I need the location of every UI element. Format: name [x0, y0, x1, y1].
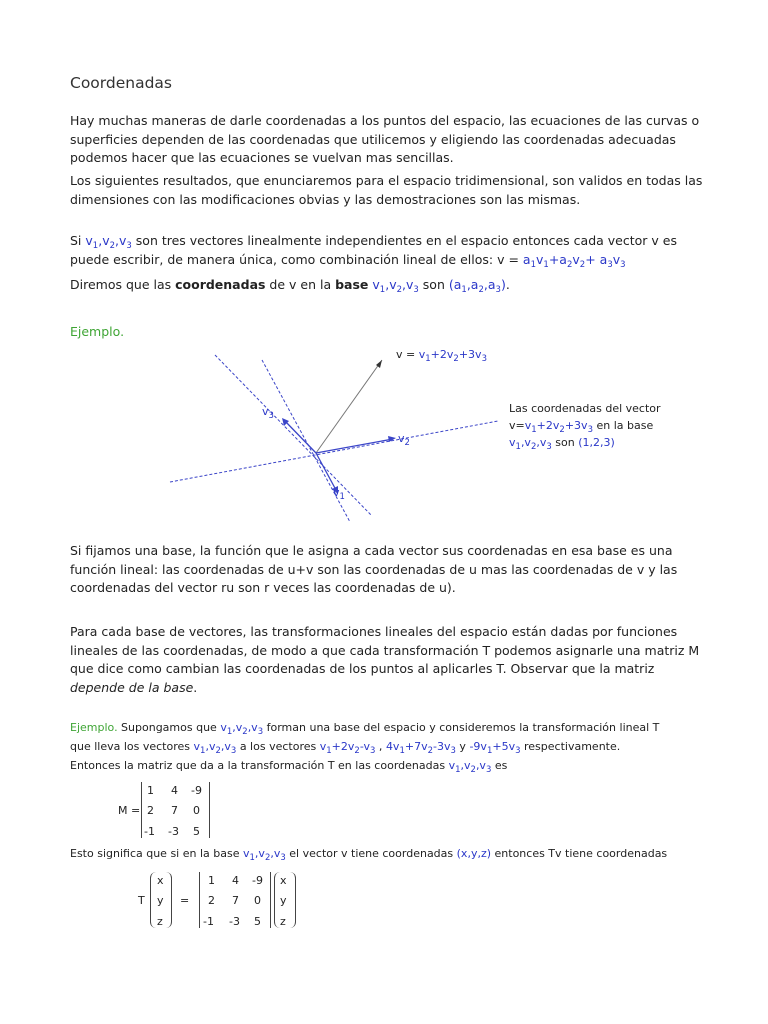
v2-label: $v_2$ [398, 432, 410, 448]
vector-figure [150, 340, 510, 530]
transform-equation: T x y z = 1 4 -9 2 7 0 -1 -3 5 x y z [136, 870, 306, 932]
vector-v-line [316, 360, 382, 453]
vectors-v1-v2-v3: $v_1,v_2,v_3$ [372, 277, 419, 295]
matrix-M: M = 1 4 -9 2 7 0 -1 -3 5 [118, 780, 218, 842]
paragraph-linear-combination: Si $v_1,v_2,v_3$ son tres vectores linealmente independientes en el espacio entonces cada vector v es puede escribir, de manera única, como combinación lineal de ellos: $v = a_1v_1+a_2v_2+ a_3v_3$ [70, 233, 677, 270]
axis-v2-line [170, 421, 498, 482]
linear-combination-expr: $a_1v_1+a_2v_2+ a_3v_3$ [522, 251, 626, 270]
page-title: Coordenadas [70, 74, 172, 92]
paragraph-linear-function: Si fijamos una base, la función que le asigna a cada vector sus coordenadas en esa base es una función lineal: las coordenadas de u+v son las coordenadas de u mas las coordenadas de v y las coordenadas del vector ru son r veces las coordenadas de u). [70, 543, 678, 595]
paragraph-definition: Diremos que las coordenadas de v en la base $v_1,v_2,v_3$ son $(a_1,a_2,a_3)$. [70, 277, 510, 295]
matrix-M-label: M = [118, 804, 141, 817]
vector-v-label: $v = v_1+2v_2+3v_3$ [396, 348, 487, 364]
intro-paragraph-2: Los siguientes resultados, que enunciaremos para el espacio tridimensional, son validos en todas las dimensiones con las modificaciones obvias y las demostraciones son las mismas. [70, 173, 703, 207]
v1-label: $v_1$ [333, 486, 345, 502]
paragraph-transformations: Para cada base de vectores, las transformaciones lineales del espacio están dadas por funciones lineales de las coordenadas, de modo a que cada transformación T podemos asignarle una matriz M que dice como cambian las coordenadas de los puntos al aplicarles T. Observar que la matriz depende de la base. [70, 624, 700, 695]
vectors-v1-v2-v3: $v_1,v_2,v_3$ [85, 233, 132, 251]
axis-v3-line [215, 355, 372, 516]
example-2: Ejemplo. Supongamos que $v_1,v_2,v_3$ forman una base del espacio y consideremos la transformación lineal T que lleva los vectores $v_1,v_2,v_3$ a los vectores $v_1+2v_2-v_3$ , $4v_1+7v_2-3v_3$ y $-9v_1+5v_3$ respectivamente. Entonces la matriz que da a la transformación T en las coordenadas $v_1,v_2,v_3$ es [70, 721, 660, 775]
intro-paragraph-1: Hay muchas maneras de darle coordenadas a los puntos del espacio, las ecuaciones de las curvas o superficies dependen de las coordenadas que utilicemos y eligiendo las coordenadas adecuadas podemos hacer que las ecuaciones se vuelvan mas sencillas. [70, 113, 700, 165]
figure-caption: Las coordenadas del vector $v=v_1+2v_2+3v_3$ en la base $v_1,v_2,v_3$ son (1,2,3) [509, 402, 661, 452]
example-label: Ejemplo. [70, 324, 125, 339]
paragraph-coordinates-transform: Esto significa que si en la base $v_1,v_2,v_3$ el vector v tiene coordenadas (x,y,z) entonces Tv tiene coordenadas [70, 847, 668, 863]
v3-label: $v_3$ [262, 405, 274, 421]
coordinates-a: $(a_1,a_2,a_3)$ [448, 277, 506, 295]
